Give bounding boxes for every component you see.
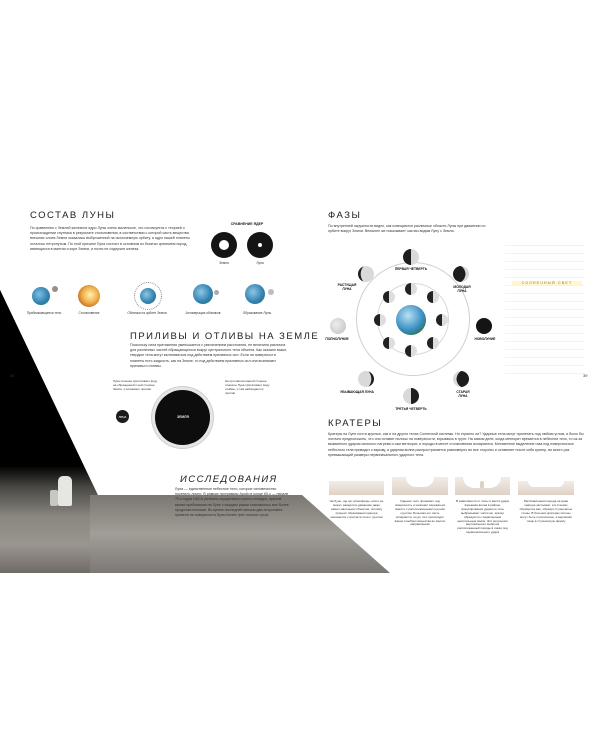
research-title: ИССЛЕДОВАНИЯ bbox=[180, 474, 278, 485]
tide-note-left: Луна сильнее притягивает воду на обращенной к ней стороне Земли, и возникает прилив. bbox=[113, 379, 158, 391]
moon-core-label: Луна bbox=[256, 261, 264, 265]
left-page-number: 38 bbox=[10, 373, 15, 378]
inner-moon-top bbox=[405, 283, 417, 295]
impactor-icon bbox=[52, 286, 58, 292]
stage-label-2: Столкновение bbox=[78, 311, 100, 315]
phase-third-quarter-icon bbox=[403, 388, 419, 404]
label-first-quarter: ПЕРВАЯ ЧЕТВЕРТЬ bbox=[394, 267, 428, 271]
earth-icon bbox=[32, 287, 50, 305]
phase-waxing-icon bbox=[358, 266, 374, 282]
right-page-number: 39 bbox=[583, 373, 588, 378]
crater-stage-1-image bbox=[329, 481, 384, 495]
inner-moon-left bbox=[374, 314, 386, 326]
crater-stage-2-image bbox=[392, 477, 448, 495]
craters-text: Кратеры на Луне почти круглые, как и на других телах Солнечной системы. Но странно ли? Ударные тела могут прилетать под любым углом, и было бы логично предположить, что они оставят полосы на поверхности, вгрызаясь в грунт. На самом деле, когда метеорит врезается в небесное тело, то из-за вызванного ударом сильного нагрева и сам метеорит, и породы в месте столкновения испаряются. Мгновенное выделение газа под поверхностью небесного тела приводит к взрыву, а ударная волна распространяется равномерно во все стороны и оставляет после себя кратер, во много раз превышающий размеры первоначального ударного тела. bbox=[328, 432, 584, 457]
phases-text: По внутренней окружности видно, как освещаются различные области Луны при движении по орбите вокруг Земли. Внешнее же показывает, как мы видим Луну с Земли. bbox=[328, 224, 486, 234]
formed-moon-icon bbox=[268, 289, 274, 295]
sunlight-label: СОЛНЕЧНЫЙ СВЕТ bbox=[512, 281, 582, 285]
label-new: НОВОЛУНИЕ bbox=[474, 337, 496, 341]
crater-caption-1: На Луне, где нет атмосферы, ничто не может замедлить движение даже самых маленьких объектов, поэтому процесс образования кратера начинается с контакта тела с грунтом bbox=[329, 499, 384, 519]
core-comparison-title: СРАВНЕНИЕ ЯДЕР bbox=[230, 222, 264, 226]
astronaut-figure bbox=[58, 476, 72, 506]
tide-note-right: На противоположной стороне планеты Луна притягивает воду слабее, и там наблюдается прилив bbox=[225, 379, 270, 395]
crater-caption-4: Расплавленная порода на краю кратера застывает, а в стенках образуется вал, образуя ступенчатые стены. В больших кратерах склоны могут быть ступенчатые, а вершинах чаще в ступенчатую форму bbox=[519, 499, 573, 523]
tides-title: ПРИЛИВЫ И ОТЛИВЫ НА ЗЕМЛЕ bbox=[130, 331, 320, 342]
formed-earth-icon bbox=[245, 284, 265, 304]
crater-caption-2: Ударное тело проникает под поверхность и начинает взрываться вместе с расположенными под ним грунтом. Большая его часть испаряется, но до того происходит взрыв и выброс вещества во многих направлениях bbox=[394, 499, 446, 527]
stage-label-4: Агломерация обломков bbox=[185, 311, 221, 315]
label-waxing: РАСТУЩАЯ ЛУНА bbox=[337, 283, 357, 291]
stage-label-1: Приближающееся тело bbox=[26, 311, 62, 315]
agglomeration-earth-icon bbox=[193, 284, 213, 304]
label-waning: УБЫВАЮЩАЯ ЛУНА bbox=[340, 390, 374, 394]
tides-text: Поскольку сила притяжения уменьшается с увеличением расстояния, ее величина различна для различных частей обращающегося вокруг центрального тела объекта. Как сказано выше, твердые тела могут вытягиваться под действием приливных сил. Если на поверхности планеты есть жидкость, как на Земле, то под действием приливных сил она возникают приливы и отливы. bbox=[130, 343, 288, 368]
composition-title: СОСТАВ ЛУНЫ bbox=[30, 210, 116, 221]
inner-moon-tr bbox=[427, 291, 439, 303]
label-full: ПОЛНОЛУНИЕ bbox=[325, 337, 349, 341]
debris-ring-icon bbox=[134, 282, 162, 310]
research-text: Луна — единственное небесное тело, которое человечество посетило лично. В рамках программы Apollo в конце 60-х — начале 70-х годов НАСА успешно осуществило шесть посадок, причем время пребывания на Луне с каждым разом становилось все более продолжительным. Во время последней миссии два астронавта провели на поверхности Луны более трех полных суток. bbox=[175, 487, 289, 518]
composition-text: По сравнению с Землей железное ядро Луны очень маленькое, что согласуется с теорией о происхождении спутника в результате столкновения, в соответствии с которой часть вещества внешних слоев Земли оказалась выброшенной на околоземную орбиту, а ядро нашей планеты осталось нетронутым. По этой причине Луна состоит в основном из богатых кремнием пород, имеющихся в мантии и коре Земли, и почти не содержит железа. bbox=[30, 226, 190, 251]
earth-core-diagram bbox=[211, 232, 237, 258]
label-young-moon: МОЛОДАЯ ЛУНА bbox=[453, 285, 471, 293]
moon-label: ЛУНА bbox=[118, 415, 127, 419]
phase-new-icon bbox=[476, 318, 492, 334]
crater-caption-3: В зависимости от силы и места удара взрывная волна в районе фокусирования ударного тела выбрасывает частично, кратер образуется с характерным центральным пиком. Эти результате вертикального выброса расположенный породы в пиках под первоначального удара bbox=[456, 499, 509, 535]
phase-young-moon-icon bbox=[453, 266, 469, 282]
phase-old-moon-icon bbox=[453, 371, 469, 387]
crater-stage-4-image bbox=[518, 481, 574, 495]
stage-label-5: Образование Луны bbox=[242, 311, 272, 315]
collision-icon bbox=[78, 285, 100, 307]
label-old-moon: СТАРАЯ ЛУНА bbox=[456, 390, 470, 398]
crater-stage-3-image bbox=[455, 477, 510, 495]
earth-label: ЗЕМЛЯ bbox=[177, 415, 189, 419]
sunlight-rays bbox=[505, 245, 588, 380]
phases-title: ФАЗЫ bbox=[328, 210, 362, 221]
stage-label-3: Обломки на орбите Земли bbox=[127, 311, 167, 315]
craters-title: КРАТЕРЫ bbox=[328, 418, 383, 429]
earth-center-icon bbox=[396, 305, 426, 335]
inner-moon-tl bbox=[383, 291, 395, 303]
inner-moon-bottom bbox=[405, 345, 417, 357]
phase-first-quarter-icon bbox=[403, 249, 419, 265]
label-third-quarter: ТРЕТЬЯ ЧЕТВЕРТЬ bbox=[395, 407, 427, 411]
agglomeration-moonlet-icon bbox=[214, 290, 219, 295]
rover-equipment bbox=[50, 490, 58, 506]
moon-core-diagram bbox=[247, 232, 273, 258]
phase-waning-icon bbox=[358, 371, 374, 387]
phase-full-icon bbox=[330, 318, 346, 334]
earth-core-label: Земля bbox=[219, 261, 229, 265]
inner-moon-bl bbox=[383, 337, 395, 349]
inner-moon-br bbox=[427, 337, 439, 349]
inner-moon-right bbox=[436, 314, 448, 326]
